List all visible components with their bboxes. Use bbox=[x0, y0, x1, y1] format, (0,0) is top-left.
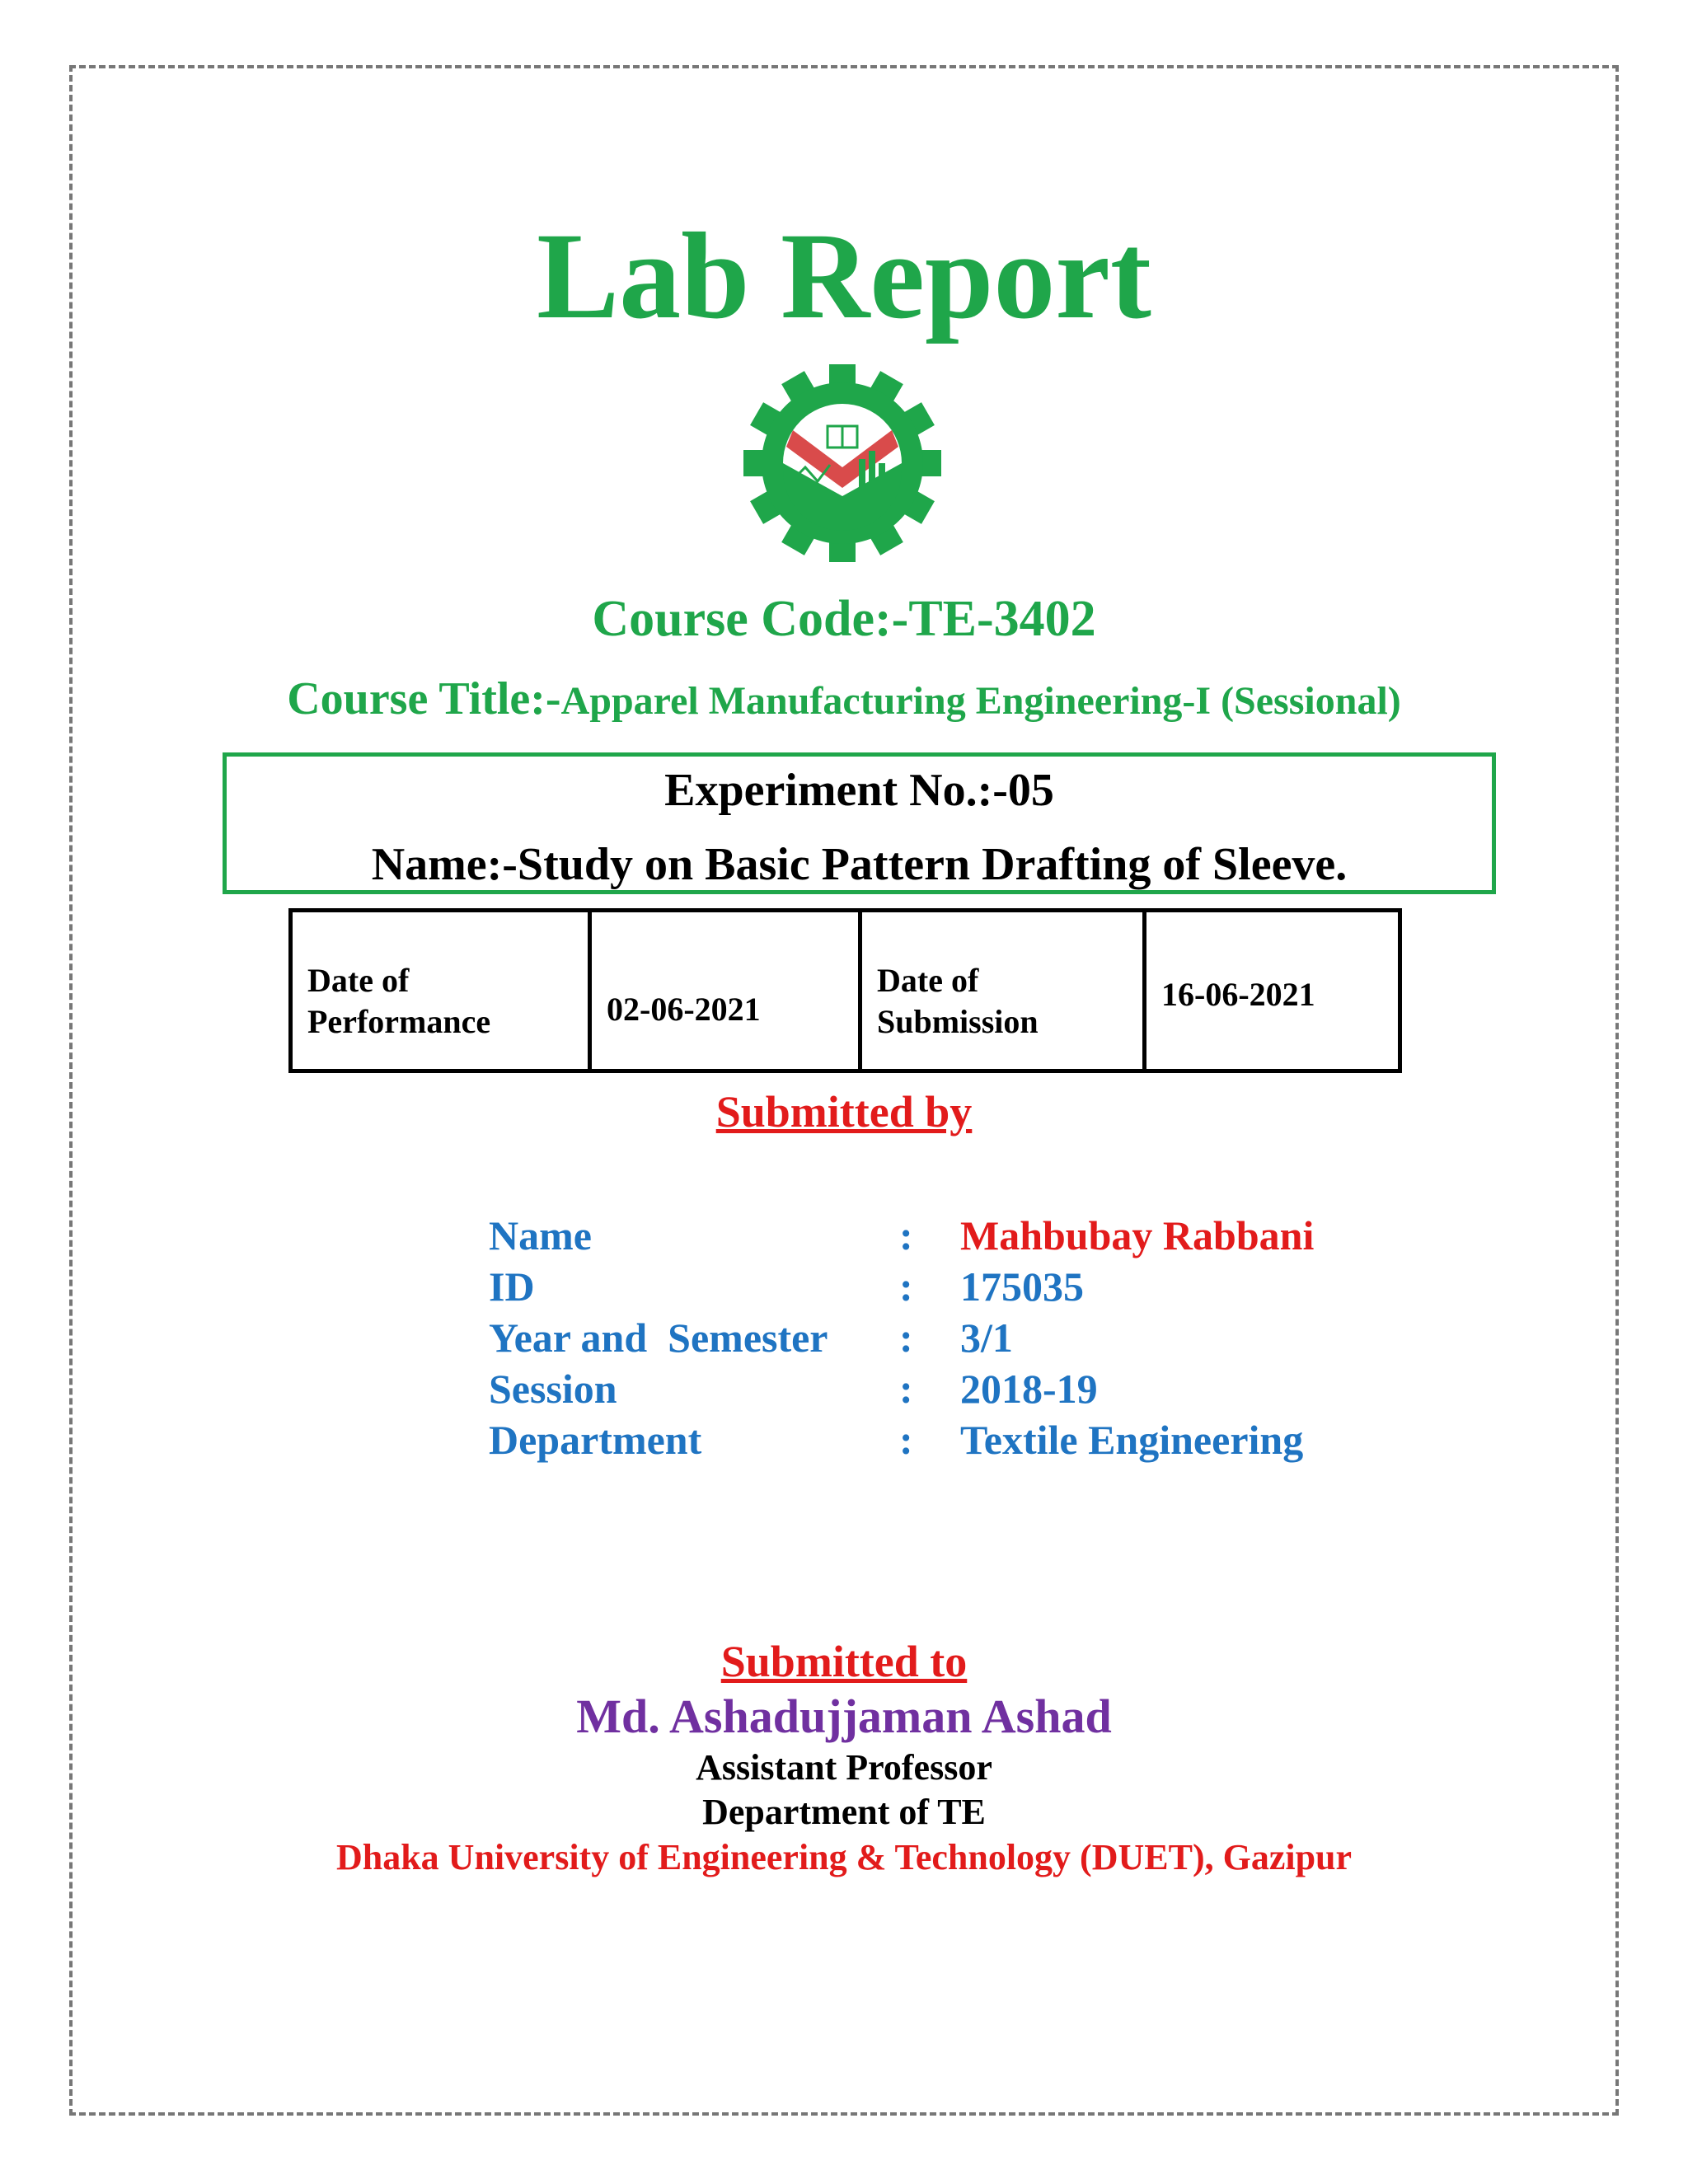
submitted-by-heading: Submitted by bbox=[715, 1087, 973, 1137]
teacher-position: Assistant Professor bbox=[696, 1747, 992, 1788]
info-row-id bbox=[489, 1261, 1478, 1312]
info-value: 3/1 bbox=[960, 1315, 1013, 1361]
report-title: Lab Report bbox=[537, 208, 1151, 344]
info-key: Session bbox=[489, 1366, 617, 1412]
course-title-prefix: Course Title:- bbox=[287, 673, 561, 724]
info-separator: : bbox=[899, 1263, 913, 1310]
info-value: 175035 bbox=[960, 1263, 1084, 1310]
course-title-value: Apparel Manufacturing Engineering-I (Sessional) bbox=[560, 679, 1401, 723]
info-key: ID bbox=[489, 1263, 535, 1310]
info-row-session bbox=[489, 1363, 1478, 1414]
teacher-department: Department of TE bbox=[702, 1792, 986, 1832]
info-value: Textile Engineering bbox=[960, 1417, 1304, 1463]
info-separator: : bbox=[899, 1417, 913, 1463]
course-code: Course Code:-TE-3402 bbox=[592, 591, 1096, 647]
performance-date: 02-06-2021 bbox=[590, 911, 860, 1071]
info-separator: : bbox=[899, 1212, 913, 1258]
performance-label: Date of Performance bbox=[291, 911, 590, 1071]
info-row-name bbox=[489, 1210, 1478, 1261]
experiment-name: Name:-Study on Basic Pattern Drafting of Sleeve. bbox=[371, 839, 1348, 890]
info-key: Department bbox=[489, 1417, 702, 1463]
course-title bbox=[0, 672, 1688, 729]
duet-logo bbox=[742, 363, 944, 565]
info-separator: : bbox=[899, 1366, 913, 1412]
experiment-box bbox=[223, 752, 1496, 894]
university-name: Dhaka University of Engineering & Technology (DUET), Gazipur bbox=[335, 1837, 1353, 1877]
info-separator: : bbox=[899, 1315, 913, 1361]
info-row-department bbox=[489, 1414, 1478, 1465]
dates-row bbox=[291, 911, 1400, 1071]
info-key: Year and Semester bbox=[489, 1315, 828, 1361]
info-row-year-semester bbox=[489, 1312, 1478, 1363]
submitted-to-heading: Submitted to bbox=[720, 1637, 968, 1686]
info-value: 2018-19 bbox=[960, 1366, 1098, 1412]
teacher-name: Md. Ashadujjaman Ashad bbox=[576, 1690, 1112, 1743]
info-value: Mahbubay Rabbani bbox=[960, 1212, 1315, 1258]
submission-label: Date of Submission bbox=[860, 911, 1145, 1071]
info-key: Name bbox=[489, 1212, 592, 1258]
submission-date: 16-06-2021 bbox=[1145, 911, 1400, 1071]
dates-table bbox=[288, 908, 1402, 1073]
experiment-number: Experiment No.:-05 bbox=[664, 765, 1054, 816]
